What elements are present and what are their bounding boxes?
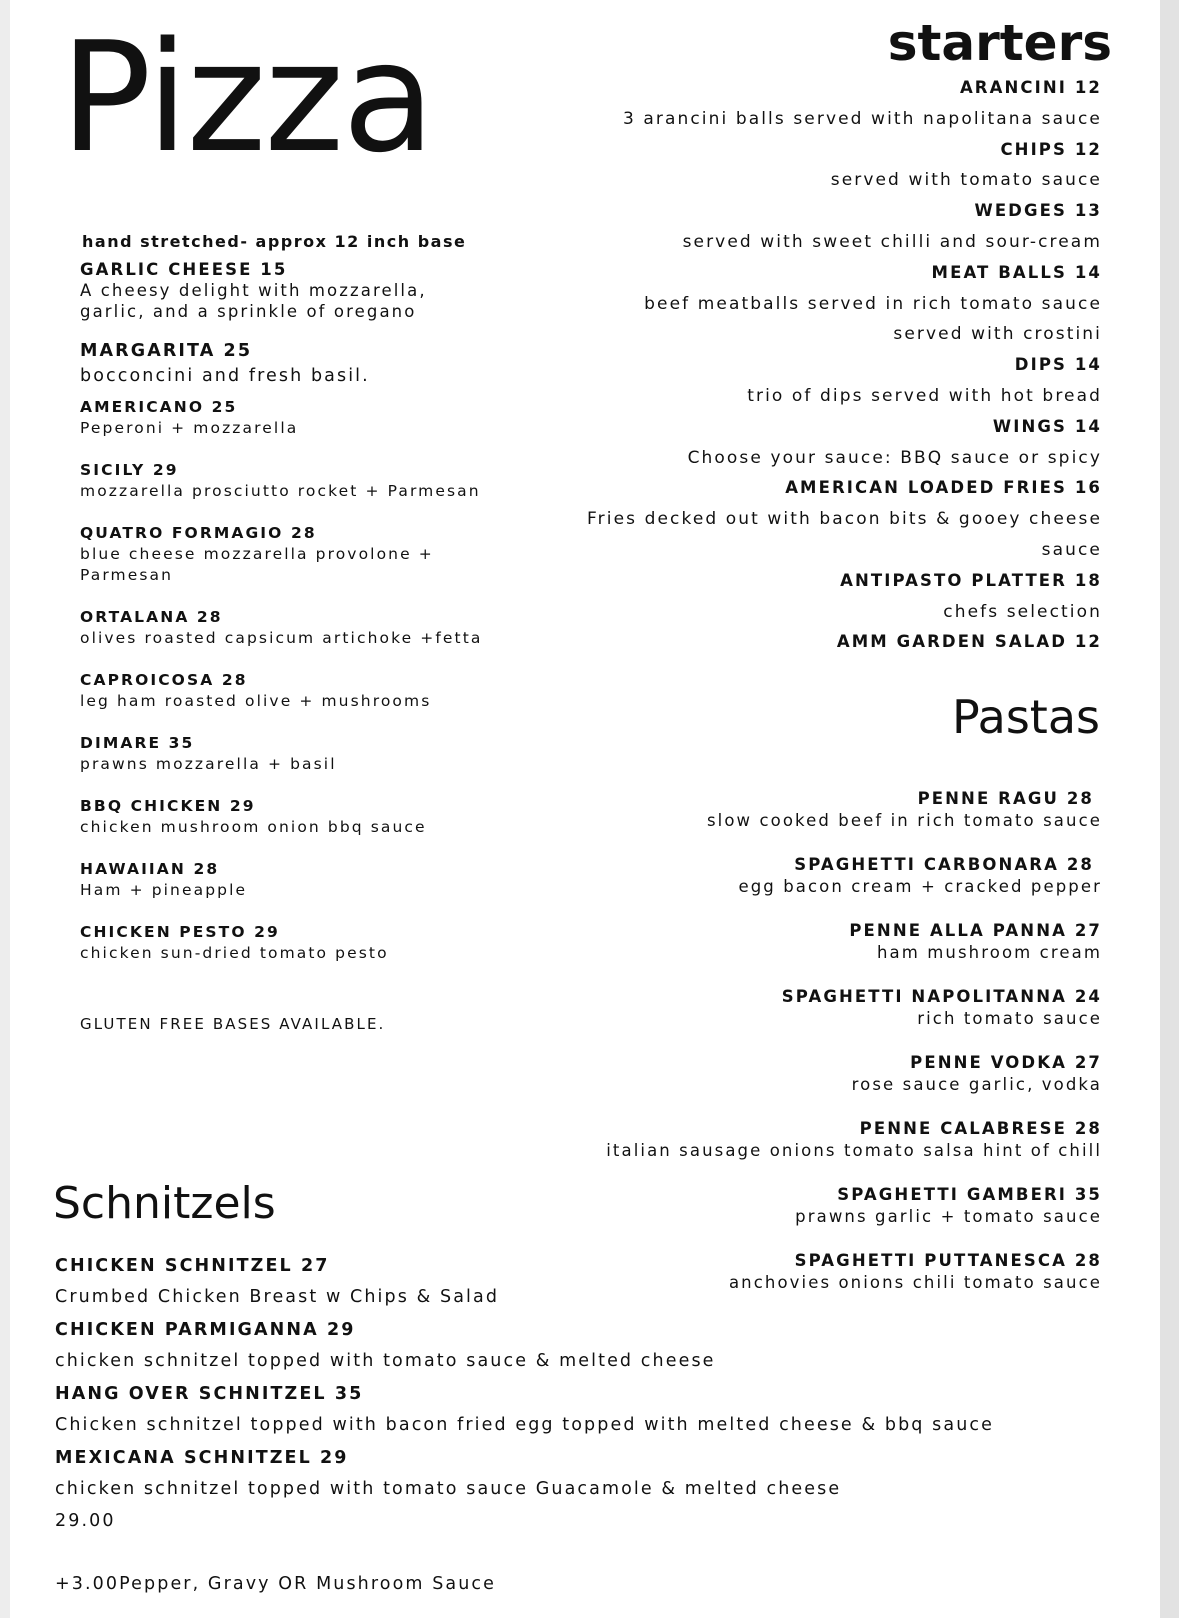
starter-item-desc: sauce [1041,540,1102,560]
pizza-item-name: CHICKEN PESTO 29 [80,923,280,941]
starter-item-desc: beef meatballs served in rich tomato sauce [644,293,1102,314]
pizza-item-name: BBQ CHICKEN 29 [80,797,256,815]
starter-item-name: WINGS 14 [992,416,1102,436]
pizza-item-desc: garlic, and a sprinkle of oregano [80,302,417,321]
pasta-item-desc: prawns garlic + tomato sauce [795,1207,1102,1226]
pasta-item-name: PENNE ALLA PANNA 27 [849,921,1102,940]
pizza-item-desc: prawns mozzarella + basil [80,755,337,773]
sauce-note: +3.00Pepper, Gravy OR Mushroom Sauce [55,1574,497,1594]
schnitzel-item-name: HANG OVER SCHNITZEL 35 [55,1384,364,1404]
starter-item-desc: trio of dips served with hot bread [747,386,1102,406]
pizza-item-desc: Parmesan [80,566,174,584]
pizza-item-name: HAWAIIAN 28 [80,860,220,878]
starter-item-desc: Fries decked out with bacon bits & gooey cheese [587,509,1102,530]
pizza-item-name: QUATRO FORMAGIO 28 [80,524,317,542]
starter-item-name: ARANCINI 12 [959,78,1102,97]
menu-page [10,0,1160,1618]
schnitzel-price: 29.00 [55,1511,116,1531]
pizza-item-name: SICILY 29 [80,461,179,479]
pizza-item-name: MARGARITA 25 [80,341,253,361]
starter-item-desc: served with crostini [893,324,1102,345]
gluten-free-note: GLUTEN FREE BASES AVAILABLE. [80,1015,386,1033]
pasta-item-desc: slow cooked beef in rich tomato sauce [706,811,1102,830]
schnitzel-item-desc: Crumbed Chicken Breast w Chips & Salad [55,1287,500,1307]
page-edge [1160,0,1179,1618]
pizza-subtitle: hand stretched- approx 12 inch base [82,232,467,251]
pizza-item-name: DIMARE 35 [80,734,195,752]
starter-item-name: DIPS 14 [1014,355,1102,375]
pizza-item-desc: leg ham roasted olive + mushrooms [80,692,432,710]
pasta-item-name: SPAGHETTI GAMBERI 35 [837,1185,1102,1204]
pizza-item-desc: Ham + pineapple [80,881,248,899]
pasta-item-desc: rich tomato sauce [917,1009,1102,1028]
starter-item-name: MEAT BALLS 14 [931,262,1102,282]
pizza-item-name: GARLIC CHEESE 15 [80,260,288,279]
pasta-item-name: SPAGHETTI NAPOLITANNA 24 [781,987,1102,1006]
pizza-item-desc: bocconcini and fresh basil. [80,366,370,386]
pizza-item-desc: chicken mushroom onion bbq sauce [80,818,427,836]
starter-item-desc: chefs selection [943,601,1102,622]
starter-item-name: AMM GARDEN SALAD 12 [836,632,1102,652]
pasta-item-name: PENNE VODKA 27 [910,1053,1102,1072]
starter-item-name: ANTIPASTO PLATTER 18 [840,570,1102,590]
pizza-item-desc: mozzarella prosciutto rocket + Parmesan [80,482,481,500]
pastas-title: Pastas [951,690,1100,744]
schnitzel-item-desc: chicken schnitzel topped with tomato sauce Guacamole & melted cheese [55,1479,842,1499]
pasta-item-desc: italian sausage onions tomato salsa hint of chill [606,1141,1102,1160]
starter-item-desc: 3 arancini balls served with napolitana sauce [622,108,1102,129]
pizza-item-desc: A cheesy delight with mozzarella, [80,281,427,300]
starter-item-desc: served with sweet chilli and sour-cream [682,232,1102,252]
pizza-item-name: AMERICANO 25 [80,398,238,416]
pizza-item-desc: olives roasted capsicum artichoke +fetta [80,629,483,647]
starter-item-name: CHIPS 12 [1000,139,1102,159]
pasta-item-desc: egg bacon cream + cracked pepper [738,877,1102,896]
starter-item-desc: Choose your sauce: BBQ sauce or spicy [687,447,1102,468]
starters-title: starters [887,14,1112,72]
schnitzel-item-desc: Chicken schnitzel topped with bacon fried egg topped with melted cheese & bbq sauce [55,1415,994,1435]
schnitzels-title: Schnitzels [53,1178,276,1229]
starter-item-name: AMERICAN LOADED FRIES 16 [785,478,1102,498]
schnitzel-item-name: CHICKEN SCHNITZEL 27 [55,1256,330,1276]
pasta-item-name: SPAGHETTI CARBONARA 28 [794,855,1094,874]
starter-item-desc: served with tomato sauce [830,170,1102,191]
pizza-item-name: CAPROICOSA 28 [80,671,248,689]
schnitzel-item-name: CHICKEN PARMIGANNA 29 [55,1320,356,1340]
pizza-item-desc: chicken sun-dried tomato pesto [80,944,389,962]
starter-item-name: WEDGES 13 [974,201,1102,221]
pasta-item-desc: rose sauce garlic, vodka [851,1075,1102,1094]
pizza-title: Pizza [60,9,434,186]
pasta-item-desc: anchovies onions chili tomato sauce [728,1273,1102,1292]
pasta-item-name: PENNE CALABRESE 28 [859,1119,1102,1138]
pizza-item-name: ORTALANA 28 [80,608,223,626]
pizza-item-desc: blue cheese mozzarella provolone + [80,545,434,563]
pasta-item-name: SPAGHETTI PUTTANESCA 28 [794,1251,1102,1270]
pasta-item-name: PENNE RAGU 28 [917,789,1094,808]
pasta-item-desc: ham mushroom cream [876,943,1102,962]
schnitzel-item-desc: chicken schnitzel topped with tomato sauce & melted cheese [55,1351,716,1371]
schnitzel-item-name: MEXICANA SCHNITZEL 29 [55,1448,349,1468]
pizza-item-desc: Peperoni + mozzarella [80,419,299,437]
